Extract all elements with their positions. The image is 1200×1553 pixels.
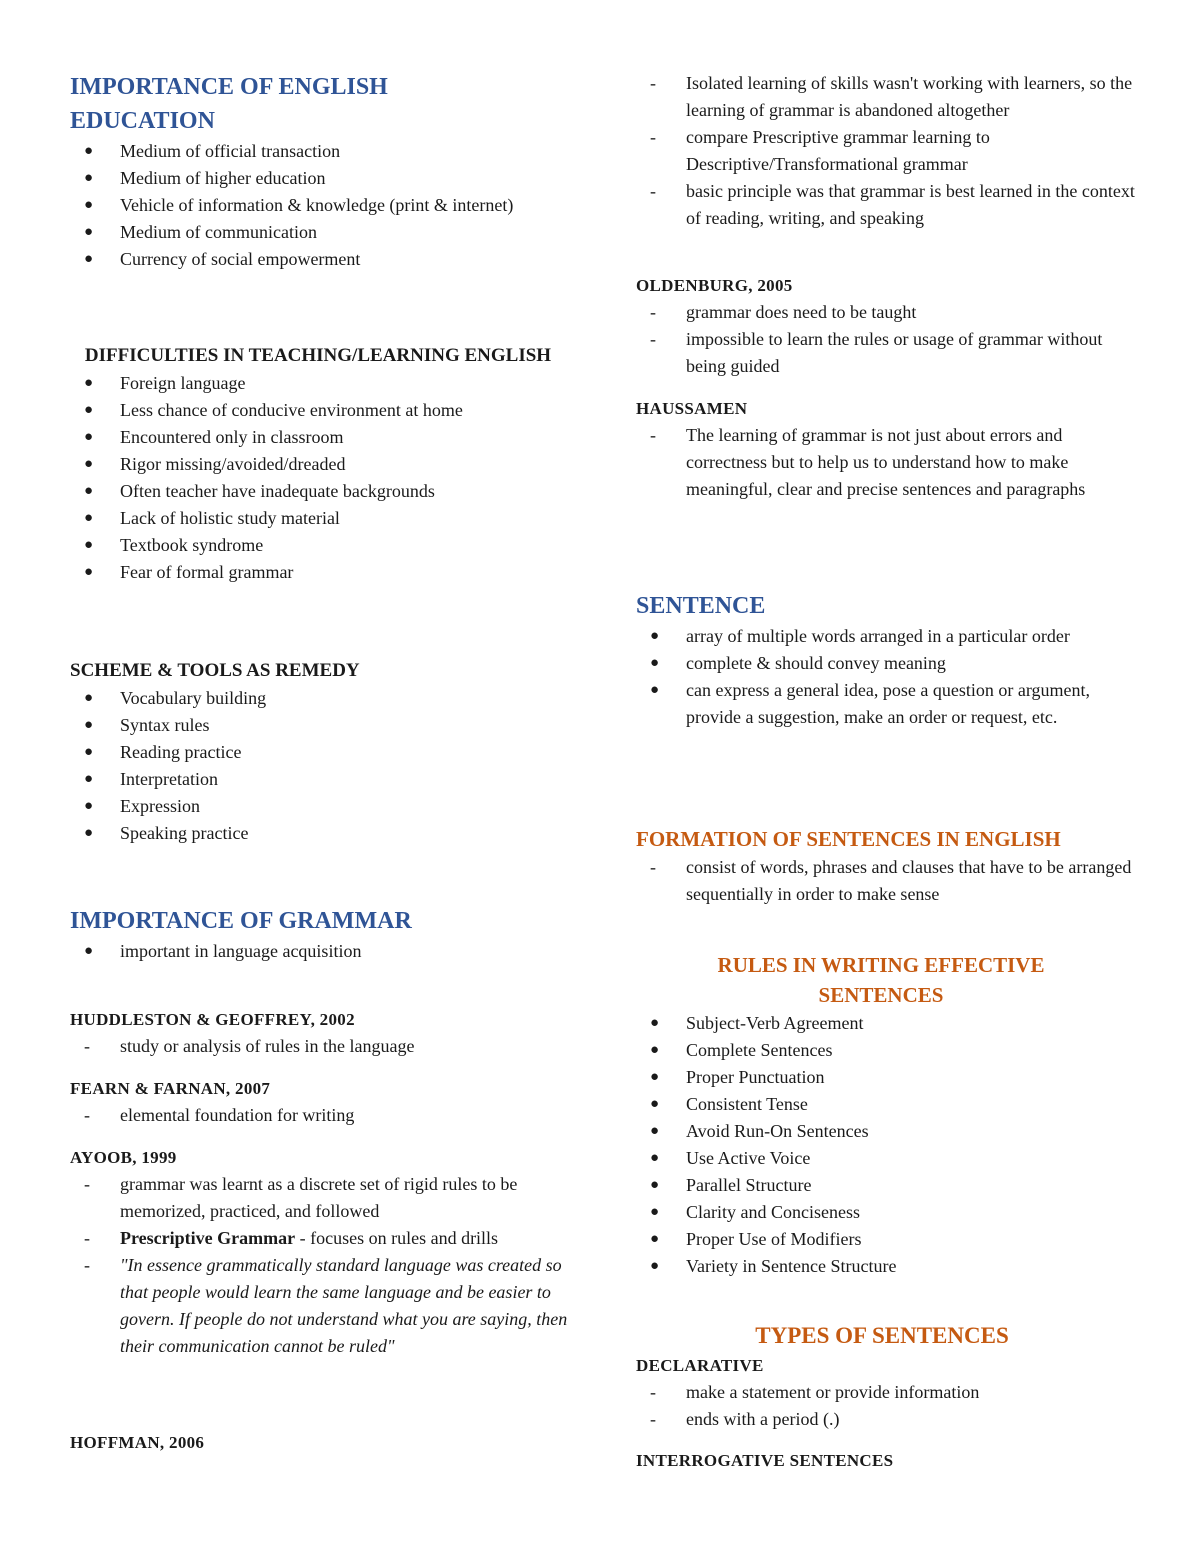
bullet-marker: ● xyxy=(84,798,94,814)
list-item xyxy=(636,1091,1136,1118)
list-item xyxy=(636,124,1136,178)
list-item xyxy=(70,938,570,965)
list-item-text: can express a general idea, pose a question or argument, provide a suggestion, make an order or request, etc. xyxy=(686,680,1091,727)
list-item xyxy=(636,299,1136,326)
section-title: SENTENCE xyxy=(636,593,766,619)
section-title: IMPORTANCE OF GRAMMAR xyxy=(70,908,412,934)
list-item xyxy=(70,138,570,165)
bullet-marker: ● xyxy=(650,655,660,671)
bullet-marker: ● xyxy=(84,143,94,159)
list-item-text: ends with a period (.) xyxy=(686,1409,840,1429)
dash-list xyxy=(636,422,1136,503)
rules-section xyxy=(636,950,1136,1280)
list-item-text: Proper Use of Modifiers xyxy=(686,1229,862,1249)
bullet-marker: ● xyxy=(84,771,94,787)
list-item-text: Encountered only in classroom xyxy=(120,427,344,447)
section-title: FORMATION OF SENTENCES IN ENGLISH xyxy=(636,827,1061,851)
dash-list xyxy=(636,854,1136,908)
dash-list xyxy=(70,1171,570,1360)
section-title: IMPORTANCE OF ENGLISH EDUCATION xyxy=(70,74,388,134)
list-item-text: Textbook syndrome xyxy=(120,535,264,555)
dash-list xyxy=(70,1102,570,1129)
list-item-text: elemental foundation for writing xyxy=(120,1105,355,1125)
dash-list xyxy=(636,299,1136,380)
dash-marker: - xyxy=(650,1382,656,1402)
list-item-text: Consistent Tense xyxy=(686,1094,808,1114)
list-item xyxy=(70,370,570,397)
dash-marker: - xyxy=(84,1174,90,1194)
dash-marker: - xyxy=(650,329,656,349)
bullet-marker: ● xyxy=(84,456,94,472)
bullet-marker: ● xyxy=(84,690,94,706)
term-bold: Prescriptive Grammar xyxy=(120,1228,296,1248)
list-item-text: Medium of official transaction xyxy=(120,141,341,161)
subsection-title: INTERROGATIVE SENTENCES xyxy=(636,1451,894,1470)
list-item xyxy=(636,70,1136,124)
bullet-marker: ● xyxy=(650,628,660,644)
section-title: SCHEME & TOOLS AS REMEDY xyxy=(70,660,360,681)
citation-title: HOFFMAN, 2006 xyxy=(70,1433,205,1452)
list-item xyxy=(70,559,570,586)
bullet-marker: ● xyxy=(650,682,660,698)
list-item xyxy=(70,712,570,739)
list-item-text: Parallel Structure xyxy=(686,1175,812,1195)
bullet-marker: ● xyxy=(84,744,94,760)
list-item xyxy=(70,1252,570,1360)
list-item-text: impossible to learn the rules or usage of grammar without being guided xyxy=(686,329,1103,376)
dash-marker: - xyxy=(650,73,656,93)
list-item-text: grammar does need to be taught xyxy=(686,302,917,322)
list-item xyxy=(70,1033,570,1060)
dash-marker: - xyxy=(650,857,656,877)
list-item-text: make a statement or provide information xyxy=(686,1382,980,1402)
list-item xyxy=(636,422,1136,503)
list-item-text: Speaking practice xyxy=(120,823,249,843)
list-item-text: Avoid Run-On Sentences xyxy=(686,1121,869,1141)
dash-marker: - xyxy=(650,302,656,322)
section-title: TYPES OF SENTENCES xyxy=(755,1323,1009,1348)
importance-english-section xyxy=(70,70,570,273)
citation-title: AYOOB, 1999 xyxy=(70,1148,177,1167)
hoffman-continued-section xyxy=(636,70,1136,232)
list-item xyxy=(636,677,1136,731)
list-item-text: Less chance of conducive environment at home xyxy=(120,400,463,420)
list-item xyxy=(636,1118,1136,1145)
dash-marker: - xyxy=(650,425,656,445)
list-item xyxy=(70,192,570,219)
sentence-section xyxy=(636,589,1136,731)
list-item xyxy=(70,165,570,192)
dash-list xyxy=(70,1033,570,1060)
dash-marker: - xyxy=(84,1105,90,1125)
list-item xyxy=(70,1171,570,1225)
bullet-marker: ● xyxy=(84,564,94,580)
bullet-marker: ● xyxy=(650,1015,660,1031)
citation-title: OLDENBURG, 2005 xyxy=(636,276,793,295)
list-item-text: Fear of formal grammar xyxy=(120,562,294,582)
section-title: RULES IN WRITING EFFECTIVE SENTENCES xyxy=(717,953,1045,1007)
list-item xyxy=(70,1225,570,1252)
list-item xyxy=(636,1199,1136,1226)
bullet-marker: ● xyxy=(84,825,94,841)
list-item xyxy=(70,766,570,793)
list-item-text: study or analysis of rules in the language xyxy=(120,1036,415,1056)
list-item-text: Often teacher have inadequate backgrounds xyxy=(120,481,435,501)
list-item-text: The learning of grammar is not just about errors and correctness but to help us to understand how to make meaningful, clear and precise sentences and paragraphs xyxy=(686,425,1086,499)
list-item xyxy=(70,424,570,451)
bullet-marker: ● xyxy=(84,197,94,213)
list-item-text: Medium of communication xyxy=(120,222,317,242)
bullet-marker: ● xyxy=(84,429,94,445)
list-item-text: complete & should convey meaning xyxy=(686,653,946,673)
scheme-section xyxy=(70,656,570,847)
bullet-marker: ● xyxy=(650,1069,660,1085)
list-item-text: Syntax rules xyxy=(120,715,210,735)
dash-marker: - xyxy=(650,1409,656,1429)
haussamen-section xyxy=(636,396,1136,503)
difficulties-section xyxy=(70,341,570,586)
formation-section xyxy=(636,824,1136,908)
list-item-text: grammar was learnt as a discrete set of rigid rules to be memorized, practiced, and followed xyxy=(120,1174,518,1221)
list-item-text: - focuses on rules and drills xyxy=(295,1228,499,1248)
fearn-section xyxy=(70,1076,570,1129)
list-item-text: Interpretation xyxy=(120,769,218,789)
list-item xyxy=(636,1037,1136,1064)
section-title: DIFFICULTIES IN TEACHING/LEARNING ENGLISH xyxy=(84,345,552,366)
list-item xyxy=(636,854,1136,908)
bullet-marker: ● xyxy=(650,1258,660,1274)
bullet-marker: ● xyxy=(650,1096,660,1112)
bullet-marker: ● xyxy=(650,1231,660,1247)
huddleston-section xyxy=(70,1007,570,1060)
subsection-title: DECLARATIVE xyxy=(636,1356,764,1375)
bullet-marker: ● xyxy=(650,1150,660,1166)
bullet-list xyxy=(636,623,1136,731)
list-item xyxy=(636,178,1136,232)
citation-title: FEARN & FARNAN, 2007 xyxy=(70,1079,271,1098)
dash-list xyxy=(636,70,1136,232)
bullet-marker: ● xyxy=(84,943,94,959)
list-item xyxy=(70,1102,570,1129)
bullet-marker: ● xyxy=(84,537,94,553)
list-item-text: consist of words, phrases and clauses that have to be arranged sequentially in order to make sense xyxy=(686,857,1132,904)
list-item xyxy=(636,623,1136,650)
types-section xyxy=(636,1320,1136,1474)
bullet-list xyxy=(70,370,570,586)
list-item-text: important in language acquisition xyxy=(120,941,362,961)
list-item-text: Foreign language xyxy=(120,373,246,393)
importance-grammar-section xyxy=(70,904,570,965)
list-item-text: Isolated learning of skills wasn't working with learners, so the learning of grammar is abandoned altogether xyxy=(686,73,1133,120)
list-item xyxy=(636,1010,1136,1037)
list-item xyxy=(70,532,570,559)
oldenburg-section xyxy=(636,273,1136,380)
bullet-marker: ● xyxy=(650,1042,660,1058)
dash-marker: - xyxy=(84,1228,90,1248)
list-item-text: Proper Punctuation xyxy=(686,1067,825,1087)
list-item-text: Medium of higher education xyxy=(120,168,326,188)
list-item xyxy=(636,1406,1136,1433)
list-item xyxy=(636,1064,1136,1091)
hoffman-section xyxy=(70,1430,570,1456)
bullet-list xyxy=(70,938,570,965)
bullet-list xyxy=(70,138,570,273)
list-item-text: Currency of social empowerment xyxy=(120,249,361,269)
list-item-text: Expression xyxy=(120,796,200,816)
bullet-marker: ● xyxy=(650,1177,660,1193)
list-item-text: Variety in Sentence Structure xyxy=(686,1256,897,1276)
bullet-marker: ● xyxy=(84,483,94,499)
list-item-text: Clarity and Conciseness xyxy=(686,1202,860,1222)
list-item xyxy=(70,820,570,847)
list-item-text: Vocabulary building xyxy=(120,688,267,708)
bullet-marker: ● xyxy=(84,251,94,267)
list-item xyxy=(70,739,570,766)
list-item xyxy=(636,1379,1136,1406)
dash-list xyxy=(636,1379,1136,1433)
list-item xyxy=(636,1226,1136,1253)
dash-marker: - xyxy=(84,1255,90,1275)
bullet-marker: ● xyxy=(84,510,94,526)
list-item-text: basic principle was that grammar is best learned in the context of reading, writing, and speaking xyxy=(686,181,1135,228)
list-item xyxy=(70,397,570,424)
list-item xyxy=(70,793,570,820)
list-item-text: array of multiple words arranged in a particular order xyxy=(686,626,1070,646)
list-item xyxy=(70,219,570,246)
quote-text: "In essence grammatically standard language was created so that people would learn the same language and be easier to govern. If people do not understand what you are saying, then their communication cannot be ruled" xyxy=(120,1255,568,1356)
bullet-list xyxy=(70,685,570,847)
dash-marker: - xyxy=(650,181,656,201)
list-item xyxy=(636,1253,1136,1280)
list-item xyxy=(70,505,570,532)
citation-title: HUDDLESTON & GEOFFREY, 2002 xyxy=(70,1010,355,1029)
list-item xyxy=(70,685,570,712)
dash-marker: - xyxy=(650,127,656,147)
list-item xyxy=(636,326,1136,380)
list-item-text: Rigor missing/avoided/dreaded xyxy=(120,454,346,474)
list-item-text: Complete Sentences xyxy=(686,1040,833,1060)
list-item xyxy=(70,451,570,478)
list-item-text: compare Prescriptive grammar learning to Descriptive/Transformational grammar xyxy=(686,127,990,174)
bullet-marker: ● xyxy=(84,375,94,391)
bullet-marker: ● xyxy=(84,224,94,240)
bullet-list xyxy=(636,1010,1136,1280)
list-item xyxy=(70,246,570,273)
list-item-text: Subject-Verb Agreement xyxy=(686,1013,864,1033)
list-item-text: Lack of holistic study material xyxy=(120,508,340,528)
list-item xyxy=(70,478,570,505)
bullet-marker: ● xyxy=(650,1204,660,1220)
list-item-text: Reading practice xyxy=(120,742,242,762)
list-item xyxy=(636,650,1136,677)
list-item-text: Use Active Voice xyxy=(686,1148,811,1168)
list-item xyxy=(636,1172,1136,1199)
list-item-text: Vehicle of information & knowledge (print & internet) xyxy=(120,195,514,215)
bullet-marker: ● xyxy=(84,717,94,733)
list-item xyxy=(636,1145,1136,1172)
bullet-marker: ● xyxy=(650,1123,660,1139)
ayoob-section xyxy=(70,1145,570,1360)
citation-title: HAUSSAMEN xyxy=(636,399,748,418)
bullet-marker: ● xyxy=(84,402,94,418)
dash-marker: - xyxy=(84,1036,90,1056)
bullet-marker: ● xyxy=(84,170,94,186)
